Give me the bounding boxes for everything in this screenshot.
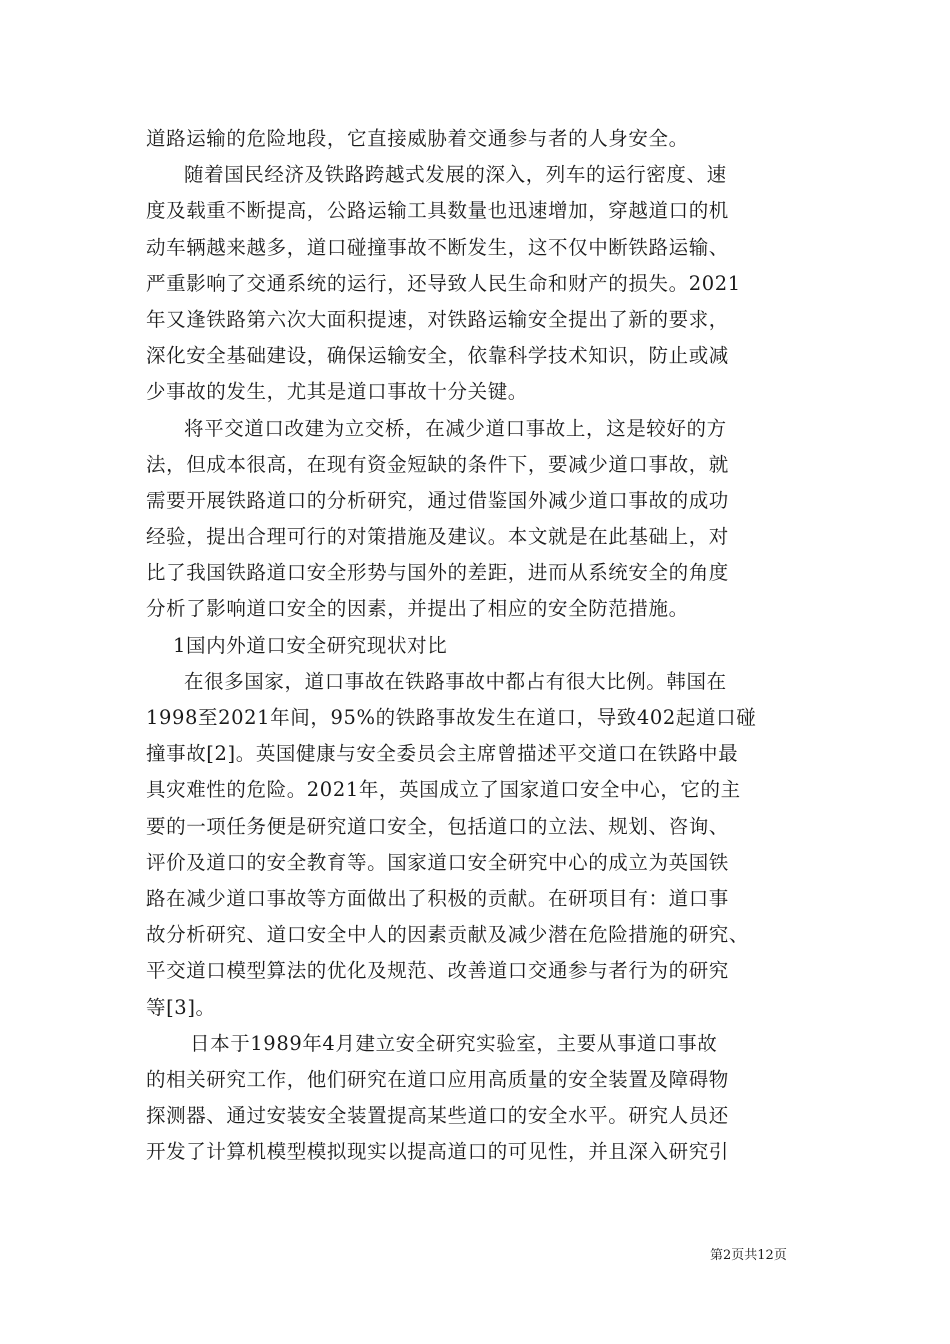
text-line: 少事故的发生，尤其是道口事故十分关键。 xyxy=(146,380,528,404)
text-line: 将平交道口改建为立交桥，在减少道口事故上，这是较好的方 xyxy=(184,416,727,440)
text-line: 开发了计算机模型模拟现实以提高道口的可见性，并且深入研究引 xyxy=(146,1140,729,1164)
body-text xyxy=(146,121,836,1170)
text-line: 度及载重不断提高，公路运输工具数量也迅速增加，穿越道口的机 xyxy=(146,199,729,223)
text-line: 要的一项任务便是研究道口安全，包括道口的立法、规划、咨询、 xyxy=(146,814,729,838)
text-line: 分析了影响道口安全的因素，并提出了相应的安全防范措施。 xyxy=(146,597,689,621)
text-line: 需要开展铁路道口的分析研究，通过借鉴国外减少道口事故的成功 xyxy=(146,488,729,512)
text-line: 动车辆越来越多，道口碰撞事故不断发生，这不仅中断铁路运输、 xyxy=(146,235,729,259)
text-line: 探测器、通过安装安全装置提高某些道口的安全水平。研究人员还 xyxy=(146,1104,729,1128)
text-line: 具灾难性的危险。2021年，英国成立了国家道口安全中心，它的主 xyxy=(146,778,741,802)
text-line: 法，但成本很高，在现有资金短缺的条件下，要减少道口事故，就 xyxy=(146,452,729,476)
text-line: 随着国民经济及铁路跨越式发展的深入，列车的运行密度、速 xyxy=(184,163,727,187)
text-line: 故分析研究、道口安全中人的因素贡献及减少潜在危险措施的研究、 xyxy=(146,923,750,947)
text-line: 撞事故[2]。英国健康与安全委员会主席曾描述平交道口在铁路中最 xyxy=(146,742,739,766)
text-line: 经验，提出合理可行的对策措施及建议。本文就是在此基础上，对 xyxy=(146,525,729,549)
text-line: 日本于1989年4月建立安全研究实验室，主要从事道口事故 xyxy=(190,1031,718,1055)
text-line: 深化安全基础建设，确保运输安全，依靠科学技术知识，防止或减 xyxy=(146,344,729,368)
text-line: 等[3]。 xyxy=(146,995,216,1019)
text-line: 在很多国家，道口事故在铁路事故中都占有很大比例。韩国在 xyxy=(184,669,727,693)
text-line: 路在减少道口事故等方面做出了积极的贡献。在研项目有：道口事 xyxy=(146,886,729,910)
text-line: 的相关研究工作，他们研究在道口应用高质量的安全装置及障碍物 xyxy=(146,1067,729,1091)
text-line: 道路运输的危险地段，它直接威胁着交通参与者的人身安全。 xyxy=(146,127,689,150)
text-line: 严重影响了交通系统的运行，还导致人民生命和财产的损失。2021 xyxy=(146,271,741,295)
text-line: 1998至2021年间，95%的铁路事故发生在道口，导致402起道口碰 xyxy=(146,706,757,729)
text-line: 平交道口模型算法的优化及规范、改善道口交通参与者行为的研究 xyxy=(146,959,729,983)
text-line: 比了我国铁路道口安全形势与国外的差距，进而从系统安全的角度 xyxy=(146,561,729,585)
page-number: 第2页共12页 xyxy=(710,1248,787,1263)
text-line: 年又逢铁路第六次大面积提速，对铁路运输安全提出了新的要求， xyxy=(146,307,729,331)
section-heading: 1国内外道口安全研究现状对比 xyxy=(173,633,448,657)
text-line: 评价及道口的安全教育等。国家道口安全研究中心的成立为英国铁 xyxy=(146,850,729,874)
